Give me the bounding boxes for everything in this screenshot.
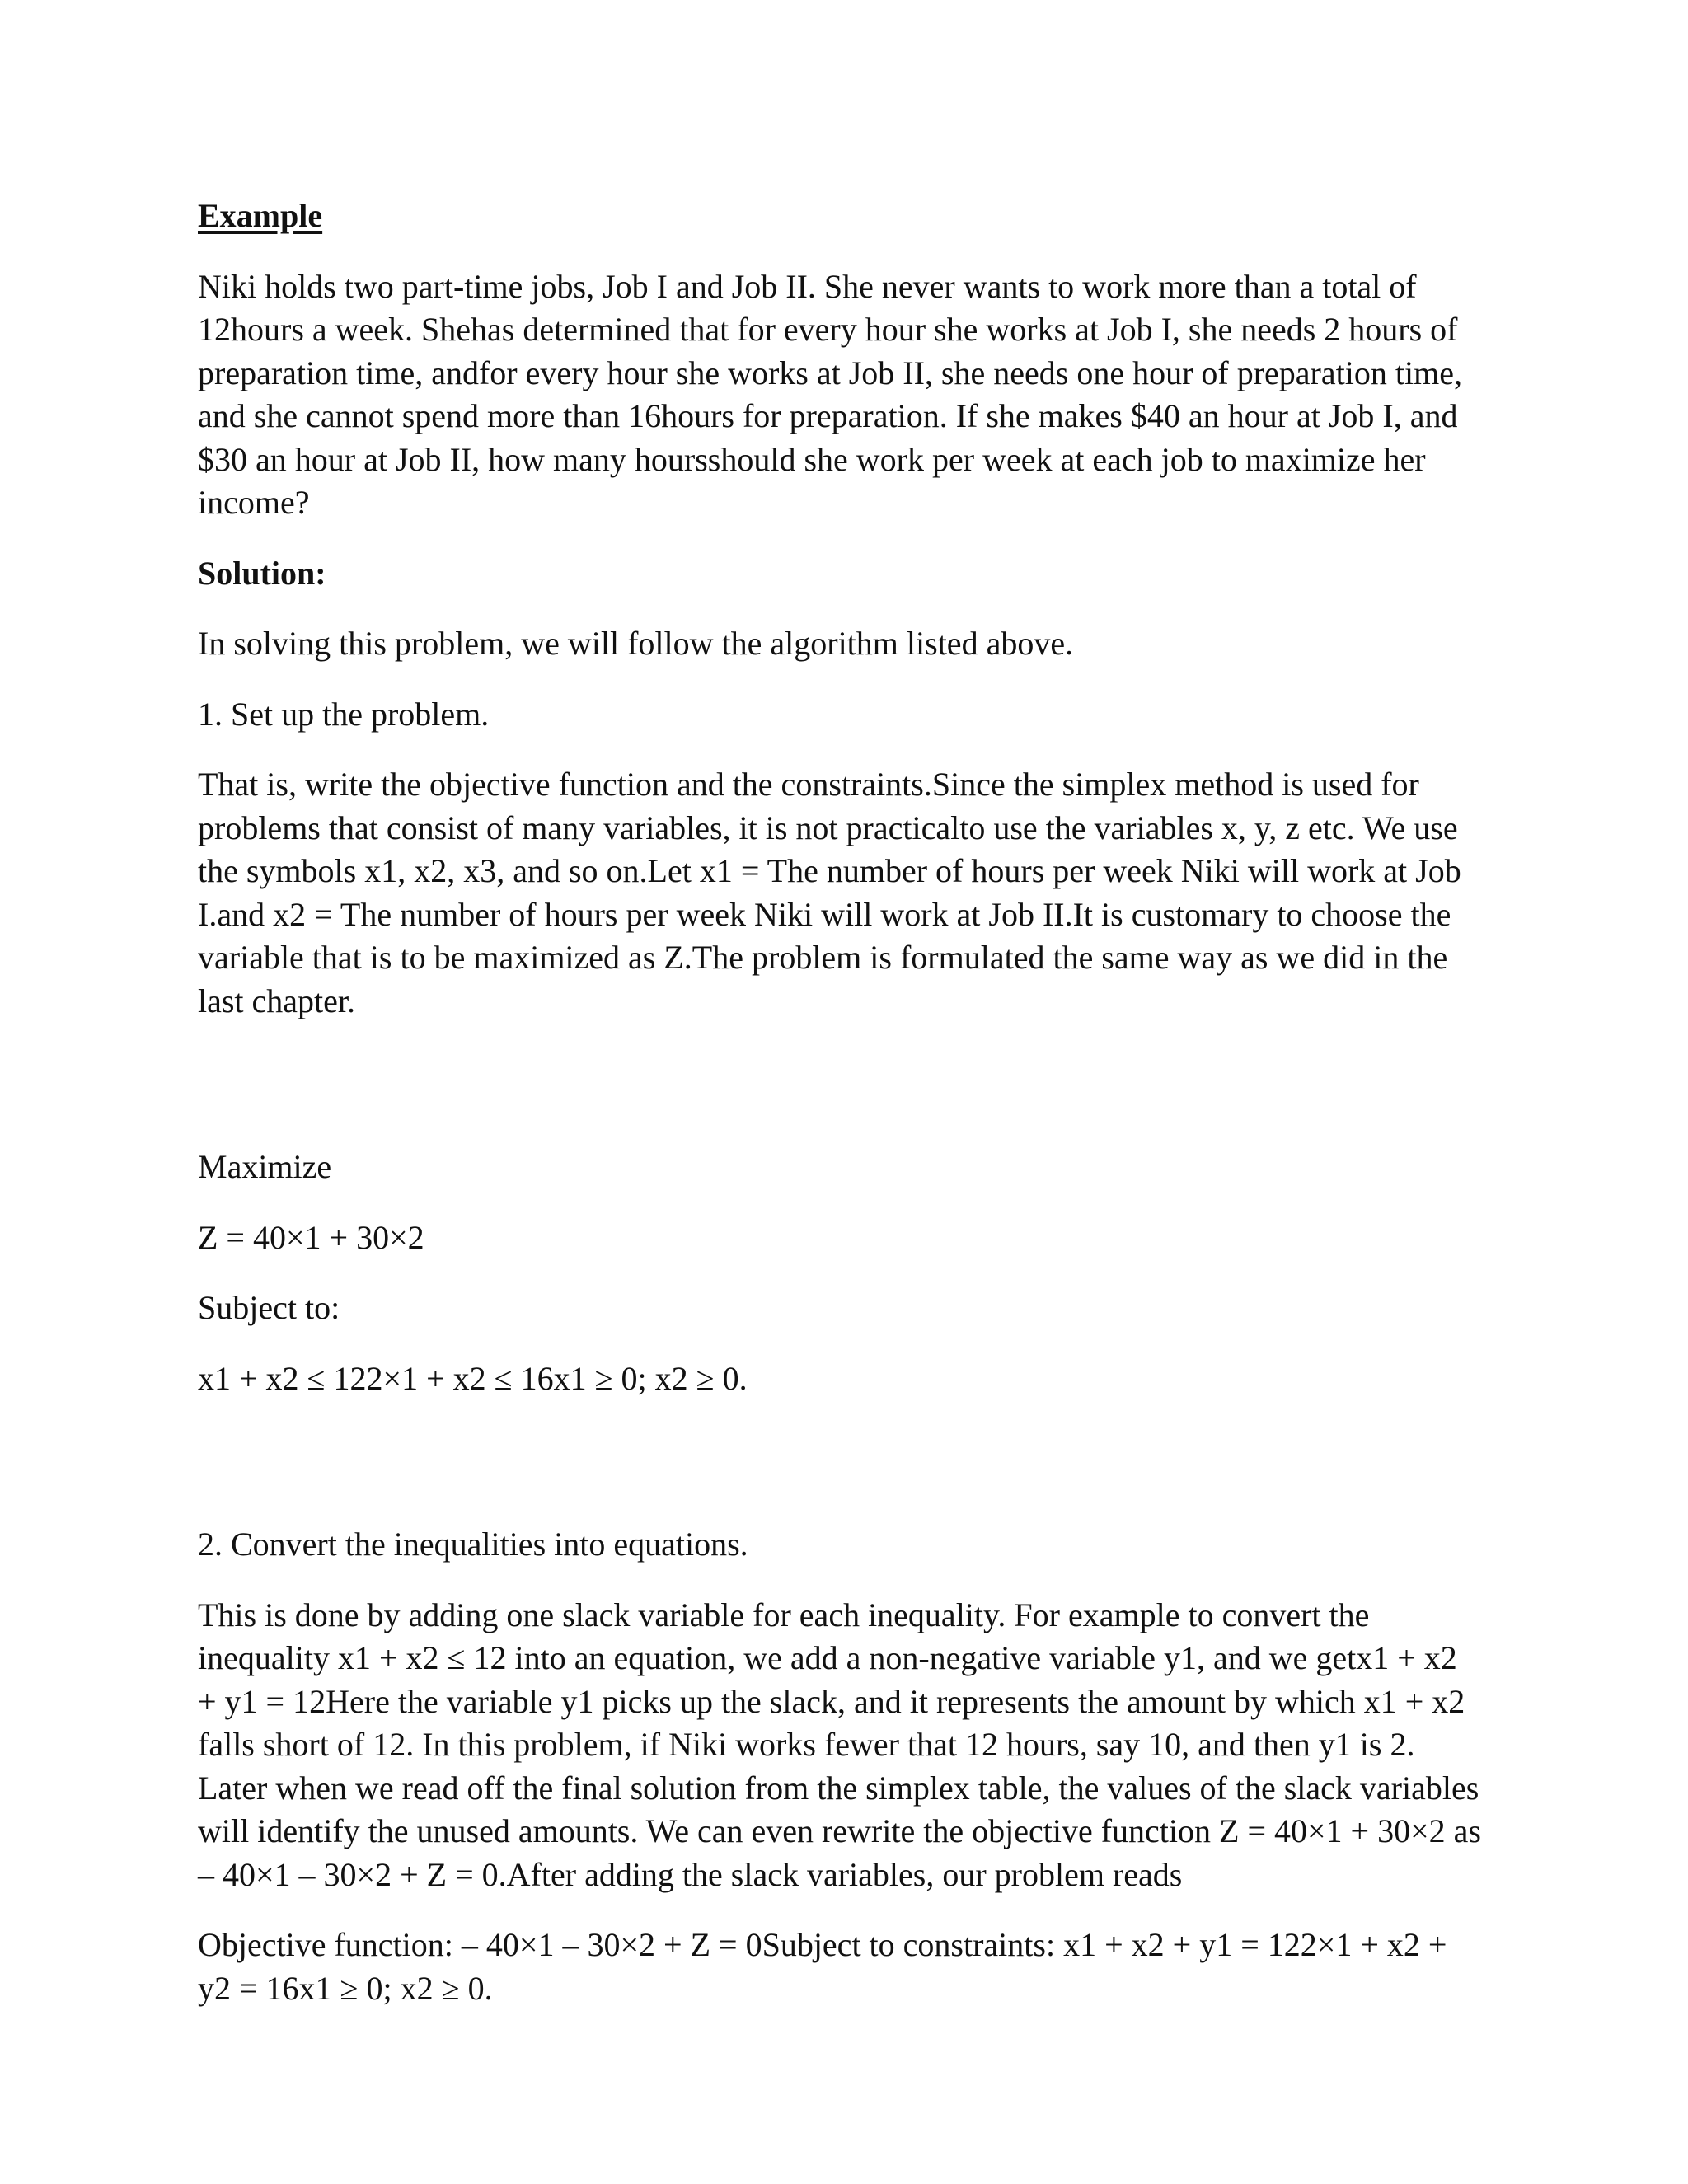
step1-title: 1. Set up the problem. (198, 695, 490, 733)
problem-paragraph: Niki holds two part-time jobs, Job I and Job II. She never wants to work more than a total of 12hours a week. Shehas determined that for every hour she works at Job I, she needs 2 hours of preparation time, andfor every hour she works at Job II, she needs one hour of preparation time, and she cannot spend more than 16hours for preparation. If she makes $40 an hour at Job I, and $30 an hour at Job II, how many hoursshould she work per week at each job to maximize her income? (198, 267, 1462, 521)
step2-title: 2. Convert the inequalities into equations. (198, 1526, 748, 1563)
subject-to-label: Subject to: (198, 1289, 340, 1326)
example-heading: Example (198, 197, 323, 234)
document-body (198, 194, 1484, 2037)
step1-paragraph: That is, write the objective function and the constraints.Since the simplex method is used for problems that consist of many variables, it is not practicalto use the variables x, y, z etc. We use the symbols x1, x2, x3, and so on.Let x1 = The number of hours per week Niki will work at Job I.and x2 = The number of hours per week Niki will work at Job II.It is customary to choose the variable that is to be maximized as Z.The problem is formulated the same way as we did in the last chapter. (198, 766, 1461, 1019)
constraints-line: x1 + x2 ≤ 122×1 + x2 ≤ 16x1 ≥ 0; x2 ≥ 0. (198, 1359, 748, 1397)
maximize-label: Maximize (198, 1148, 332, 1185)
solution-heading: Solution: (198, 554, 326, 592)
objective-equation: Z = 40×1 + 30×2 (198, 1218, 424, 1256)
solution-intro: In solving this problem, we will follow the algorithm listed above. (198, 625, 1074, 662)
blank-space-2 (198, 1427, 1484, 1523)
step2-paragraph: This is done by adding one slack variable for each inequality. For example to convert the inequality x1 + x2 ≤ 12 into an equation, we add a non-negative variable y1, and we getx1 + x2 + y1 = 12Here the variable y1 picks up the slack, and it represents the amount by which x1 + x2 falls short of 12. In this problem, if Niki works fewer that 12 hours, say 10, and then y1 is 2. Later when we read off the final solution from the simplex table, the values of the slack variables will identify the unused amounts. We can even rewrite the objective function Z = 40×1 + 30×2 as – 40×1 – 30×2 + Z = 0.After adding the slack variables, our problem reads (198, 1596, 1481, 1893)
final-paragraph: Objective function: – 40×1 – 30×2 + Z = 0Subject to constraints: x1 + x2 + y1 = 122×1 + x2 + y2 = 16x1 ≥ 0; x2 ≥ 0. (198, 1926, 1447, 2007)
blank-space (198, 1050, 1484, 1146)
